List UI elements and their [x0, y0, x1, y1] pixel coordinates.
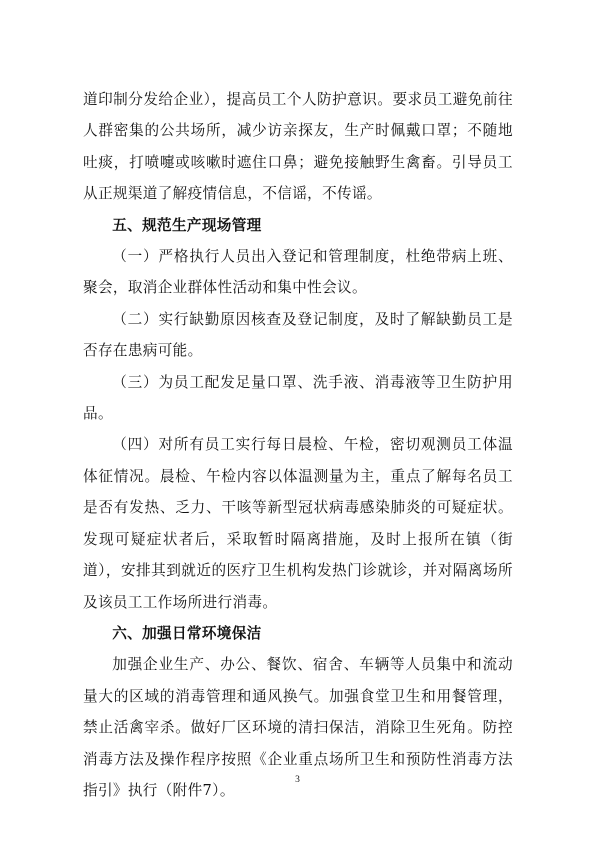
paragraph-item-3: （三）为员工配发足量口罩、洗手液、消毒液等卫生防护用品。	[83, 373, 513, 423]
document-body	[83, 84, 513, 806]
paragraph-item-1: （一）严格执行人员出入登记和管理制度，杜绝带病上班、聚会，取消企业群体性活动和集中性会议。	[83, 248, 513, 297]
paragraph-disinfection: 加强企业生产、办公、餐饮、宿舍、车辆等人员集中和流动量大的区域的消毒管理和通风换气。加强食堂卫生和用餐管理，禁止活禽宰杀。做好厂区环境的清扫保洁，消除卫生死角。防控消毒方法及操作程序按照《企业重点场所卫生和预防性消毒方法指引》执行（附件7）。	[83, 656, 513, 799]
section-heading-production-site: 五、规范生产现场管理	[112, 216, 262, 234]
paragraph-protection-awareness: 道印制分发给企业），提高员工个人防护意识。要求员工避免前往人群密集的公共场所，减少访亲探友，生产时佩戴口罩；不随地吐痰，打喷嚏或咳嗽时遮住口鼻；避免接触野生禽畜。引导员工从正规渠道了解疫情信息，不信谣，不传谣。	[83, 91, 513, 203]
section-heading-environment-cleaning: 六、加强日常环境保洁	[112, 624, 262, 642]
paragraph-item-2: （二）实行缺勤原因核查及登记制度，及时了解缺勤员工是否存在患病可能。	[83, 310, 513, 360]
page-number: 3	[295, 775, 300, 785]
paragraph-item-4: （四）对所有员工实行每日晨检、午检，密切观测员工体温体征情况。晨检、午检内容以体温测量为主，重点了解每名员工是否有发热、乏力、干咳等新型冠状病毒感染肺炎的可疑症状。发现可疑症状者后，采取暂时隔离措施，及时上报所在镇（街道），安排其到就近的医疗卫生机构发热门诊就诊，并对隔离场所及该员工工作场所进行消毒。	[83, 436, 513, 611]
